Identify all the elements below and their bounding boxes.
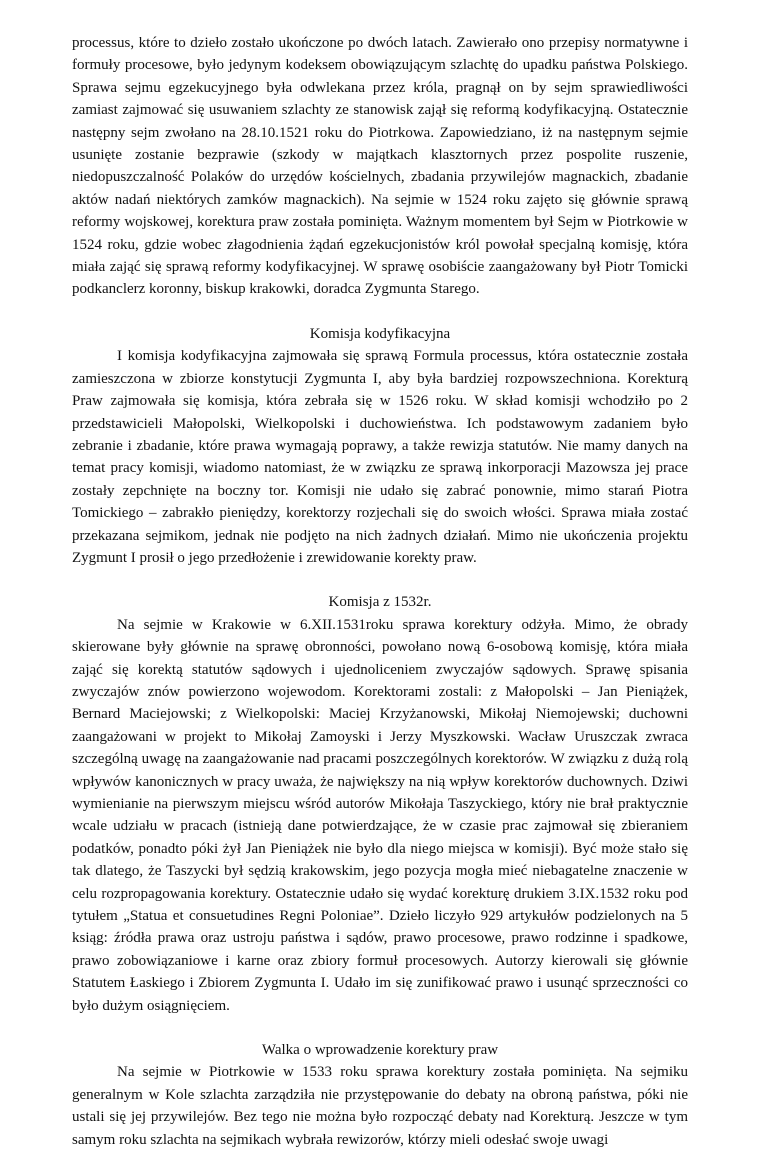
paragraph-walka-o-korekture: Na sejmie w Piotrkowie w 1533 roku sprawa korektury została pominięta. Na sejmiku generalnym w Kole szlachta zarządziła nie przystępowanie do debaty na obroną państwa, póki nie ustali się jej przywilejów. Bez tego nie można było rozpocząć debaty nad Korekturą. Jeszcze w tym samym roku szlachta na sejmikach wybrała rewizorów, którzy mieli odesłać swoje uwagi bbox=[72, 1064, 688, 1148]
heading-komisja-1532: Komisja z 1532r. bbox=[328, 594, 432, 611]
spacer bbox=[72, 569, 688, 591]
heading-walka-o-korekture: Walka o wprowadzenie korektury praw bbox=[261, 1042, 499, 1059]
spacer bbox=[72, 1017, 688, 1039]
paragraph-komisja-1532: Na sejmie w Krakowie w 6.XII.1531roku sprawa korektury odżyła. Mimo, że obrady skierowane były głównie na sprawę obronności, powołano nową 6-osobową komisję, która miała zająć się korektą statutów sądowych i ujednoliceniem zwyczajów sądowych. Sprawę spisania zwyczajów znów powierzono wojewodom. Korektorami zostali: z Małopolski – Jan Pieniążek, Bernard Maciejowski; z Wielkopolski: Maciej Krzyżanowski, Mikołaj Niemojewski; duchowni zaangażowani w projekt to Mikołaj Zamoyski i Jerzy Myszkowski. Wacław Uruszczak zwraca szczególną uwagę na zaangażowanie nad pracami poszczególnych korektorów. W związku z dużą rolą wpływów kanonicznych w pracy uważa, że największy na nią wpływ korektorów duchownych. Dziwi wymienianie na pierwszym miejscu wśród autorów Mikołaja Taszyckiego, który nie brał praktycznie wcale udziału w pracach (istnieją dane potwierdzające, że w czasie prac zajmował się zbieraniem podatków, ponadto póki żył Jan Pieniążek nie było dla niego miejsca w komisji). Być może stało się tak dlatego, że Taszycki był sędzią krakowskim, jego pozycja mogła mieć niebagatelne znaczenie w celu rozpropagowania korektury. Ostatecznie udało się wydać korekturę drukiem 3.IX.1532 roku pod tytułem „Statua et consuetudines Regni Poloniae”. Dzieło liczyło 929 artykułów podzielonych na 5 ksiąg: źródła prawa oraz ustroju państwa i sądów, prawo procesowe, prawo rodzinne i spadkowe, prawo zobowiązaniowe i karne oraz zbiory formuł procesowych. Autorzy kierowali się głównie Statutem Łaskiego i Zbiorem Zygmunta I. Udało im się zunifikować prawo i usunąć sprzeczności co było dużym osiągnięciem. bbox=[72, 616, 688, 1014]
spacer bbox=[72, 301, 688, 323]
heading-komisja-kodyfikacyjna: Komisja kodyfikacyjna bbox=[309, 325, 451, 342]
paragraph-komisja-kodyfikacyjna: I komisja kodyfikacyjna zajmowała się sprawą Formula processus, która ostatecznie została zamieszczona w zbiorze konstytucji Zygmunta I, aby była bardziej rozpowszechniona. Korekturą Praw zajmowała się komisja, która zebrała się w 1526 roku. W skład komisji wchodziło po 2 przedstawicieli Małopolski, Wielkopolski i duchowieństwa. Ich podstawowym zadaniem było zebranie i zbadanie, które prawa wymagają poprawy, a także rewizja statutów. Nie mamy danych na temat pracy komisji, wiadomo natomiast, że w związku ze sprawą inkorporacji Mazowsza jej prace zostały zepchnięte na boczny tor. Komisji nie udało się zabrać ponownie, mimo starań Piotra Tomickiego – zabrakło pieniędzy, korektorzy rozjechali się do swoich włości. Sprawa miała zostać przekazana sejmikom, jednak nie podjęto na nich żadnych działań. Mimo nie ukończenia projektu Zygmunt I prosił o jego przedłożenie i zrewidowanie korekty praw. bbox=[72, 348, 688, 566]
paragraph-intro: processus, które to dzieło zostało ukończone po dwóch latach. Zawierało ono przepisy normatywne i formuły procesowe, było jedynym kodeksem obowiązującym szlachtę do upadku państwa Polskiego. Sprawa sejmu egzekucyjnego była odwlekana przez króla, pragnął on by sejm sprawiedliwości zamiast zajmować się usuwaniem szlachty ze stanowisk zajął się reformą kodyfikacyjną. Ostatecznie następny sejm zwołano na 28.10.1521 roku do Piotrkowa. Zapowiedziano, iż na następnym sejmie usunięte zostanie bezprawie (szkody w majątkach klasztornych przez pospolite ruszenie, niedopuszczalność Polaków do urzędów kościelnych, zbadania przywilejów magnackich, zbadanie aktów nadań niektórych zamków magnackich). Na sejmie w 1524 roku zajęto się głównie sprawą reformy wojskowej, korektura praw została pominięta. Ważnym momentem był Sejm w Piotrkowie w 1524 roku, gdzie wobec złagodnienia żądań egzekucjonistów król powołał specjalną komisję, która miała zająć się sprawą reformy kodyfikacyjnej. W sprawę osobiście zaangażowany był Piotr Tomicki podkanclerz koronny, biskup krakowki, doradca Zygmunta Starego. bbox=[72, 35, 688, 298]
document-page bbox=[72, 32, 688, 1151]
